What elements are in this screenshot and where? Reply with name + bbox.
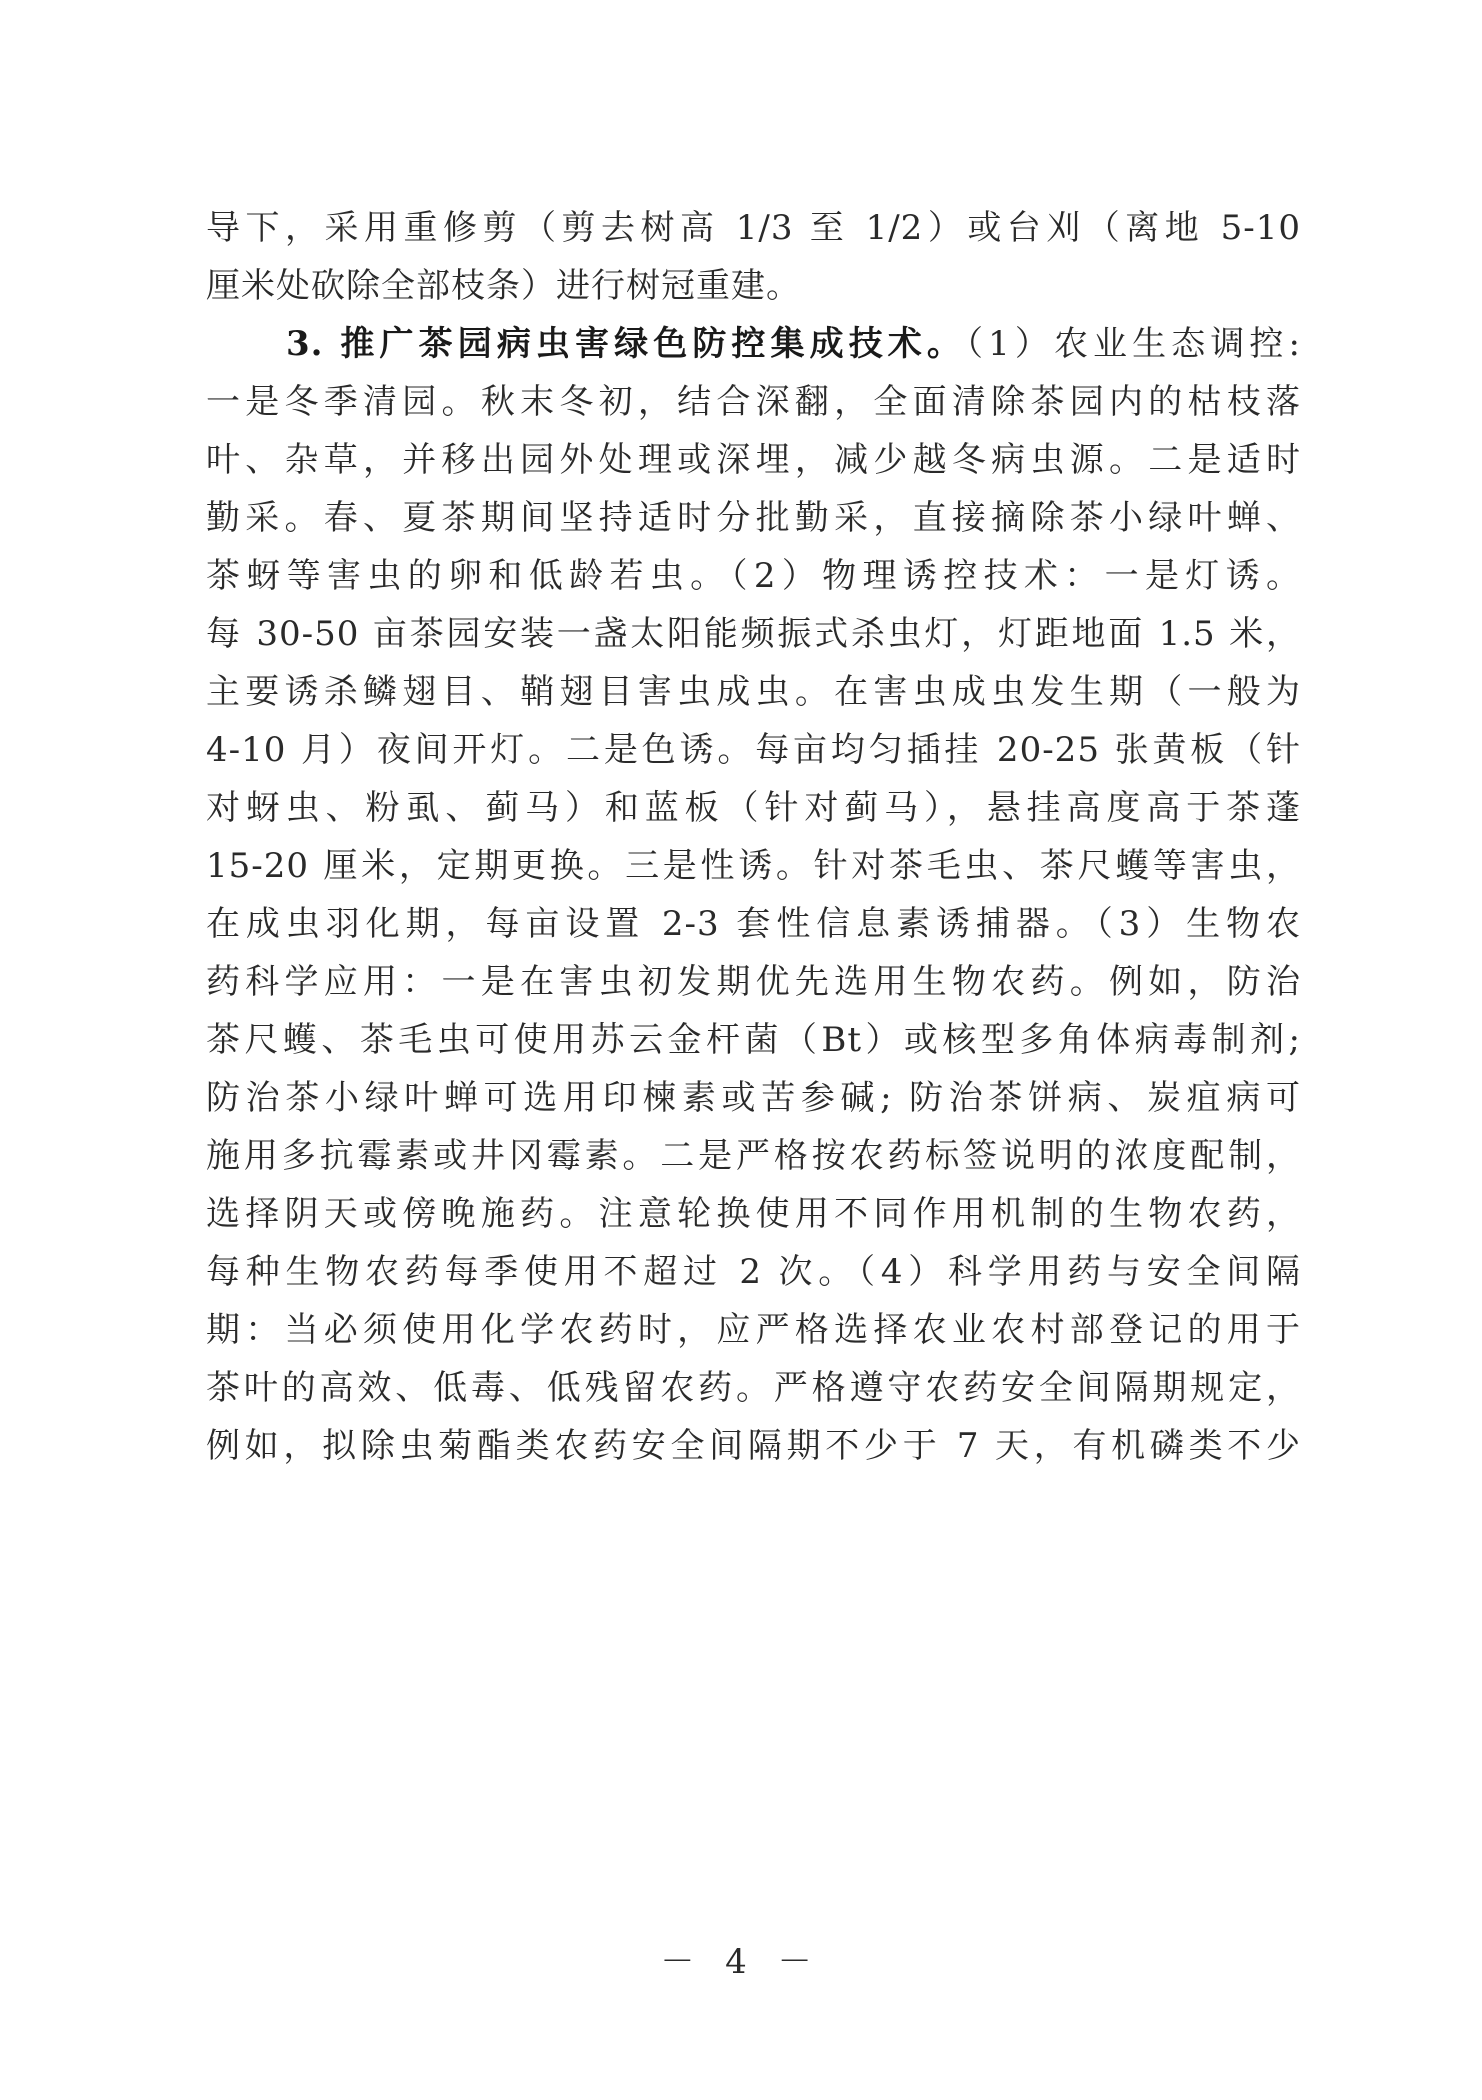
text-line-20: 期：当必须使用化学农药时，应严格选择农业农村部登记的用于	[206, 1310, 1301, 1350]
text-line-21: 茶叶的高效、低毒、低残留农药。严格遵守农药安全间隔期规定，	[206, 1368, 1301, 1408]
text-line-17: 施用多抗霉素或井冈霉素。二是严格按农药标签说明的浓度配制，	[206, 1136, 1301, 1176]
text-line-1: 导下，采用重修剪（剪去树高 1/3 至 1/2）或台刈（离地 5-10	[206, 208, 1301, 248]
text-line-7: 茶蚜等害虫的卵和低龄若虫。（2）物理诱控技术：一是灯诱。	[206, 556, 1301, 596]
section-heading: 3. 推广茶园病虫害绿色防控集成技术。	[286, 324, 967, 364]
text-line-2: 厘米处砍除全部枝条）进行树冠重建。	[206, 266, 801, 306]
heading-trailing-text: （1）农业生态调控:	[966, 324, 1301, 364]
text-line-6: 勤采。春、夏茶期间坚持适时分批勤采，直接摘除茶小绿叶蝉、	[206, 498, 1301, 538]
text-line-14: 药科学应用：一是在害虫初发期优先选用生物农药。例如，防治	[206, 962, 1301, 1002]
text-line-19: 每种生物农药每季使用不超过 2 次。（4）科学用药与安全间隔	[206, 1252, 1301, 1292]
text-line-13: 在成虫羽化期，每亩设置 2-3 套性信息素诱捕器。（3）生物农	[206, 904, 1301, 944]
text-line-8: 每 30-50 亩茶园安装一盏太阳能频振式杀虫灯，灯距地面 1.5 米，	[206, 614, 1301, 654]
text-line-18: 选择阴天或傍晚施药。注意轮换使用不同作用机制的生物农药，	[206, 1194, 1301, 1234]
text-line-22: 例如，拟除虫菊酯类农药安全间隔期不少于 7 天，有机磷类不少	[206, 1426, 1301, 1466]
text-line-16: 防治茶小绿叶蝉可选用印楝素或苦参碱; 防治茶饼病、炭疽病可	[206, 1078, 1301, 1118]
text-line-5: 叶、杂草，并移出园外处理或深埋，减少越冬病虫源。二是适时	[206, 440, 1301, 480]
text-line-12: 15-20 厘米，定期更换。三是性诱。针对茶毛虫、茶尺蠖等害虫，	[206, 846, 1301, 886]
text-line-10: 4-10 月）夜间开灯。二是色诱。每亩均匀插挂 20-25 张黄板（针	[206, 730, 1301, 770]
text-line-15: 茶尺蠖、茶毛虫可使用苏云金杆菌（Bt）或核型多角体病毒制剂;	[206, 1020, 1301, 1060]
text-line-4: 一是冬季清园。秋末冬初，结合深翻，全面清除茶园内的枯枝落	[206, 382, 1301, 422]
page-number: － 4 －	[660, 1942, 822, 1982]
text-line-11: 对蚜虫、粉虱、蓟马）和蓝板（针对蓟马），悬挂高度高于茶蓬	[206, 788, 1301, 828]
text-line-9: 主要诱杀鳞翅目、鞘翅目害虫成虫。在害虫成虫发生期（一般为	[206, 672, 1301, 712]
text-line-3	[286, 322, 1301, 366]
